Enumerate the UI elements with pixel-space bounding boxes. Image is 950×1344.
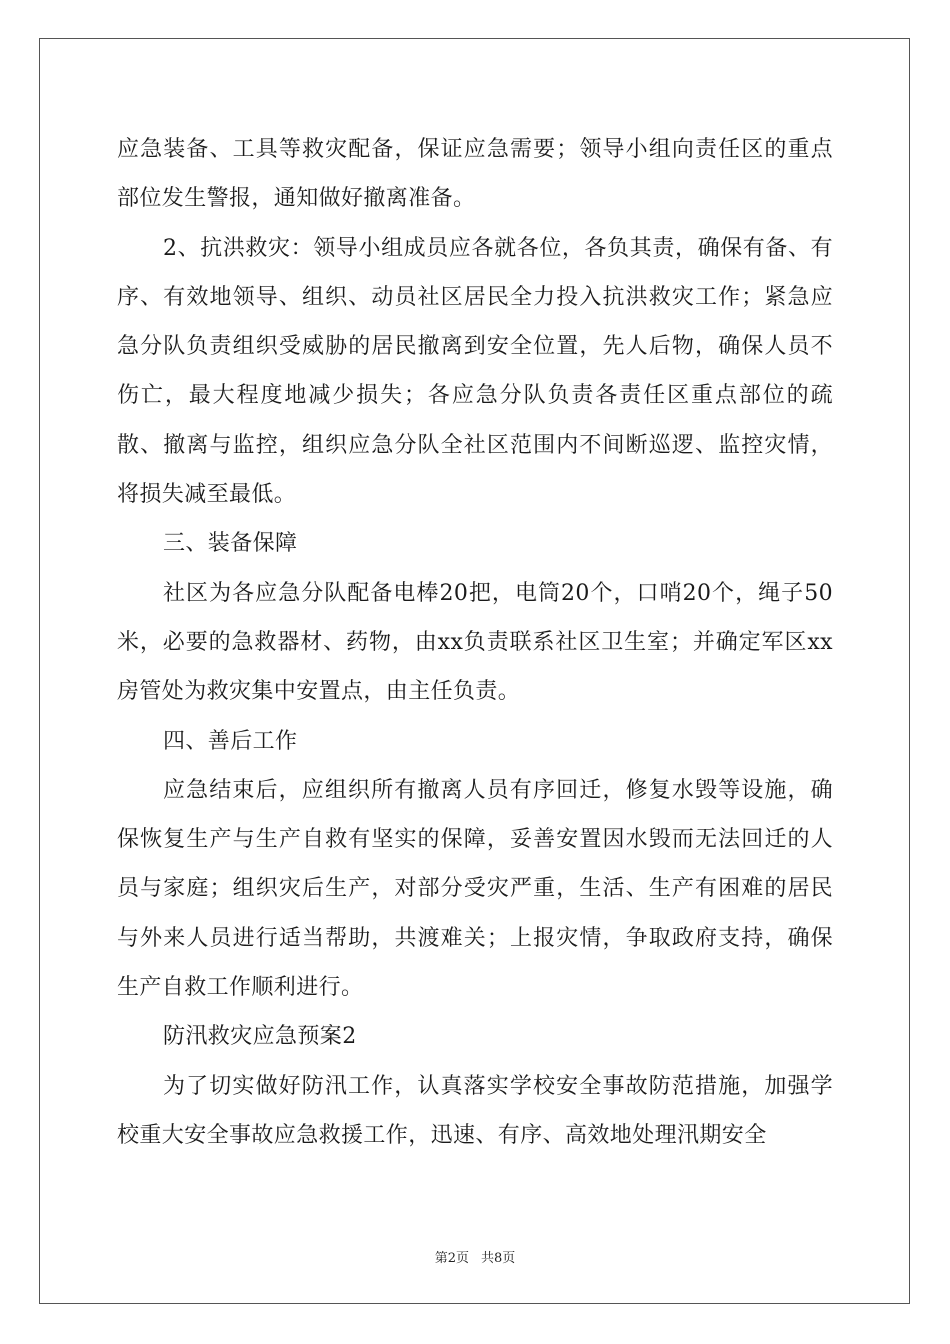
page-footer: [0, 1247, 950, 1266]
section-heading-aftermath: 四、善后工作: [163, 728, 298, 754]
page-total: 共8页: [481, 1251, 516, 1266]
document-body: [117, 125, 833, 1160]
page-number: 第2页: [434, 1251, 469, 1266]
paragraph-plan-2-intro: 为了切实做好防汛工作，认真落实学校安全事故防范措施，加强学校重大安全事故应急救援工作，迅速、有序、高效地处理汛期安全: [117, 1073, 833, 1148]
section-heading-equipment: 三、装备保障: [163, 531, 298, 557]
paragraph-equipment: 社区为各应急分队配备电棒20把，电筒20个，口哨20个，绳子50米，必要的急救器材、药物，由xx负责联系社区卫生室；并确定军区xx房管处为救灾集中安置点，由主任负责。: [117, 580, 833, 705]
paragraph-aftermath: 应急结束后，应组织所有撤离人员有序回迁，修复水毁等设施，确保恢复生产与生产自救有坚实的保障，妥善安置因水毁而无法回迁的人员与家庭；组织灾后生产，对部分受灾严重，生活、生产有困难的居民与外来人员进行适当帮助，共渡难关；上报灾情，争取政府支持，确保生产自救工作顺利进行。: [117, 777, 833, 1001]
paragraph-flood-relief: 2、抗洪救灾：领导小组成员应各就各位，各负其责，确保有备、有序、有效地领导、组织、动员社区居民全力投入抗洪救灾工作；紧急应急分队负责组织受威胁的居民撤离到安全位置，先人后物，确保人员不伤亡，最大程度地减少损失；各应急分队负责各责任区重点部位的疏散、撤离与监控，组织应急分队全社区范围内不间断巡逻、监控灾情，将损失减至最低。: [117, 235, 833, 508]
section-heading-plan-2: 防汛救灾应急预案2: [163, 1024, 357, 1050]
paragraph-continuation: 应急装备、工具等救灾配备，保证应急需要；领导小组向责任区的重点部位发生警报，通知做好撤离准备。: [117, 137, 833, 212]
